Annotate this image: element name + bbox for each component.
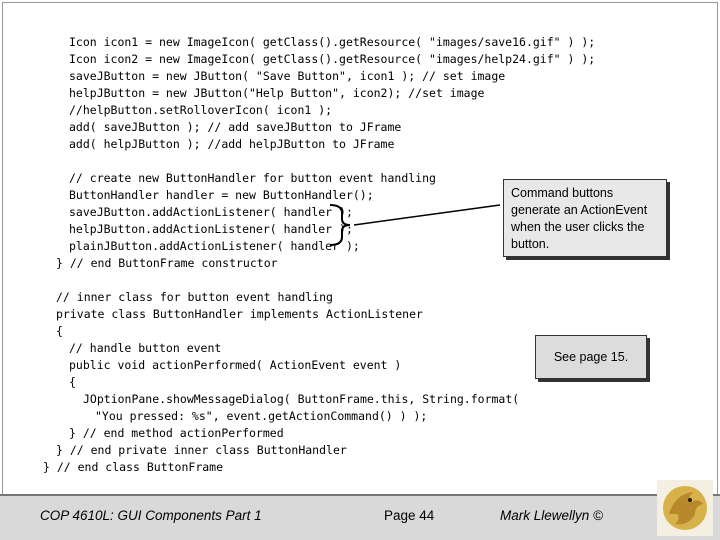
code-line: add( helpJButton ); //add helpJButton to JFrame [69,137,395,151]
code-line: } // end class ButtonFrame [43,460,224,474]
university-logo-icon [657,480,713,536]
code-line: } // end ButtonFrame constructor [56,256,278,270]
code-line: Icon icon2 = new ImageIcon( getClass().getResource( "images/help24.gif" ) ); [69,52,596,66]
code-line: helpJButton = new JButton("Help Button", icon2); //set image [69,86,485,100]
code-line: { [56,324,63,338]
code-line: plainJButton.addActionListener( handler ); [69,239,360,253]
code-line: // handle button event [69,341,222,355]
footer-page: Page 44 [384,508,435,523]
code-line: add( saveJButton ); // add saveJButton to JFrame [69,120,402,134]
callout-command-buttons: Command buttons generate an ActionEvent when the user clicks the button. [503,179,667,257]
code-line: saveJButton = new JButton( "Save Button", icon1 ); // set image [69,69,506,83]
code-line: } // end method actionPerformed [69,426,284,440]
code-line: } // end private inner class ButtonHandler [56,443,347,457]
code-line: public void actionPerformed( ActionEvent event ) [69,358,402,372]
code-line: saveJButton.addActionListener( handler ); [69,205,353,219]
code-line: private class ButtonHandler implements ActionListener [56,307,423,321]
footer-course: COP 4610L: GUI Components Part 1 [40,508,262,523]
code-line: JOptionPane.showMessageDialog( ButtonFrame.this, String.format( [83,392,520,406]
code-line: //helpButton.setRolloverIcon( icon1 ); [69,103,333,117]
code-line: helpJButton.addActionListener( handler ); [69,222,353,236]
code-line: // inner class for button event handling [56,290,333,304]
brace-arrow [320,195,510,255]
code-line: ButtonHandler handler = new ButtonHandler(); [69,188,374,202]
callout-see-page: See page 15. [535,335,647,379]
code-line: "You pressed: %s", event.getActionCommand() ) ); [95,409,428,423]
arrow-line [354,205,500,225]
code-line: Icon icon1 = new ImageIcon( getClass().getResource( "images/save16.gif" ) ); [69,35,596,49]
code-line: // create new ButtonHandler for button event handling [69,171,436,185]
code-line: { [69,375,76,389]
footer-author: Mark Llewellyn © [500,508,603,523]
